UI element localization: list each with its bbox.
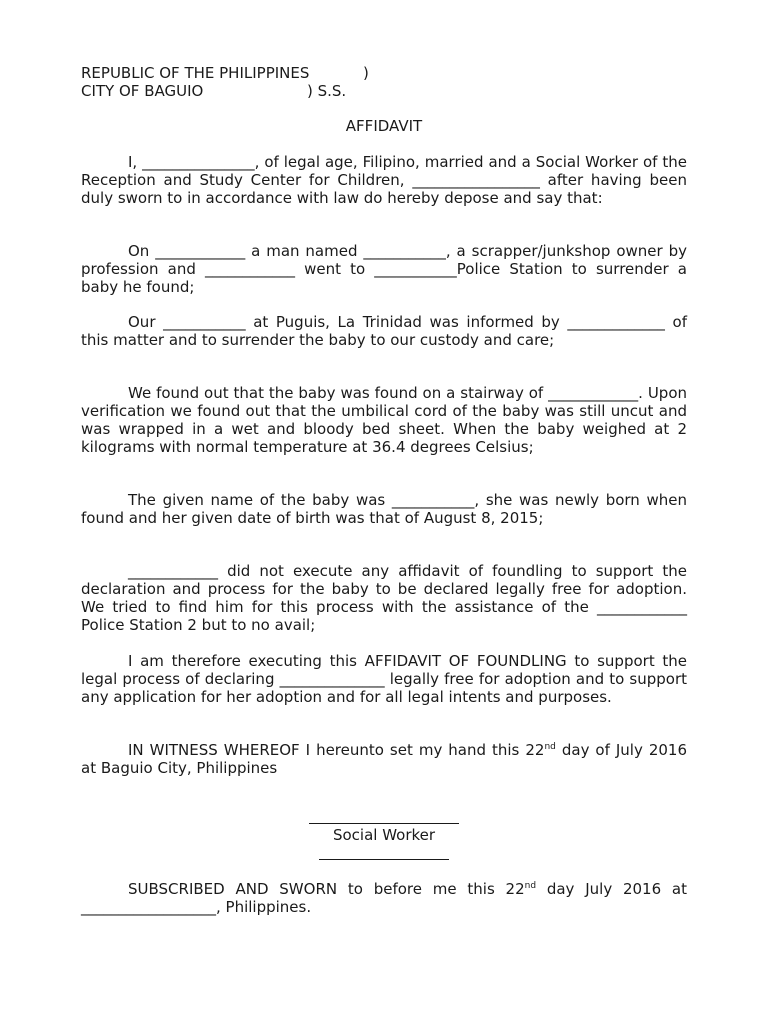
paragraph-given-name: The given name of the baby was ___________, she was newly born when found and her given date of birth was that of August 8, 2015; [81, 491, 687, 527]
paragraph-intro: I, _______________, of legal age, Filipino, married and a Social Worker of the Reception and Study Center for Children, _________________ after having been duly sworn to in accordance with law do hereby depose and say that: [81, 153, 687, 207]
affidavit-page [81, 0, 687, 1024]
signature-line [309, 823, 459, 824]
caption-city-line [81, 82, 347, 100]
caption-ss: ) S.S. [307, 82, 347, 100]
caption-republic-line [81, 64, 369, 82]
witness-text-after: day of July 2016 at Baguio City, Philippines [81, 741, 687, 777]
signature-label: Social Worker [332, 826, 436, 844]
paragraph-witness [81, 741, 687, 777]
subscribed-ordinal: nd [524, 881, 537, 891]
subscribed-text-after: day July 2016 at __________________, Philippines. [81, 880, 688, 916]
subscribed-text-before: SUBSCRIBED AND SWORN to before me this 22 [128, 880, 525, 898]
paragraph-executing: I am therefore executing this AFFIDAVIT OF FOUNDLING to support the legal process of declaring ______________ legally free for adoption and to support any application for her adoption and for all legal intents and purposes. [81, 652, 687, 706]
paragraph-informed: Our ___________ at Puguis, La Trinidad was informed by _____________ of this matter and to surrender the baby to our custody and care; [81, 313, 687, 349]
signature-underline [319, 859, 449, 860]
paragraph-surrender: On ____________ a man named ___________, a scrapper/junkshop owner by profession and ____________ went to ___________Police Station to surrender a baby he found; [81, 242, 687, 296]
caption-city: CITY OF BAGUIO [81, 82, 204, 100]
paragraph-no-affidavit: ____________ did not execute any affidavit of foundling to support the declaration and process for the baby to be declared legally free for adoption. We tried to find him for this process with the assistance of the ____________ Police Station 2 but to no avail; [81, 562, 687, 634]
witness-text-before: IN WITNESS WHEREOF I hereunto set my hand this 22 [128, 741, 545, 759]
paragraph-found: We found out that the baby was found on a stairway of ____________. Upon verification we found out that the umbilical cord of the baby was still uncut and was wrapped in a wet and bloody bed sheet. When the baby weighed at 2 kilograms with normal temperature at 36.4 degrees Celsius; [81, 384, 687, 456]
caption-paren: ) [363, 64, 369, 82]
witness-ordinal: nd [544, 742, 556, 752]
caption-republic: REPUBLIC OF THE PHILIPPINES [81, 64, 310, 82]
paragraph-subscribed [81, 880, 687, 916]
document-title: AFFIDAVIT [345, 117, 423, 135]
